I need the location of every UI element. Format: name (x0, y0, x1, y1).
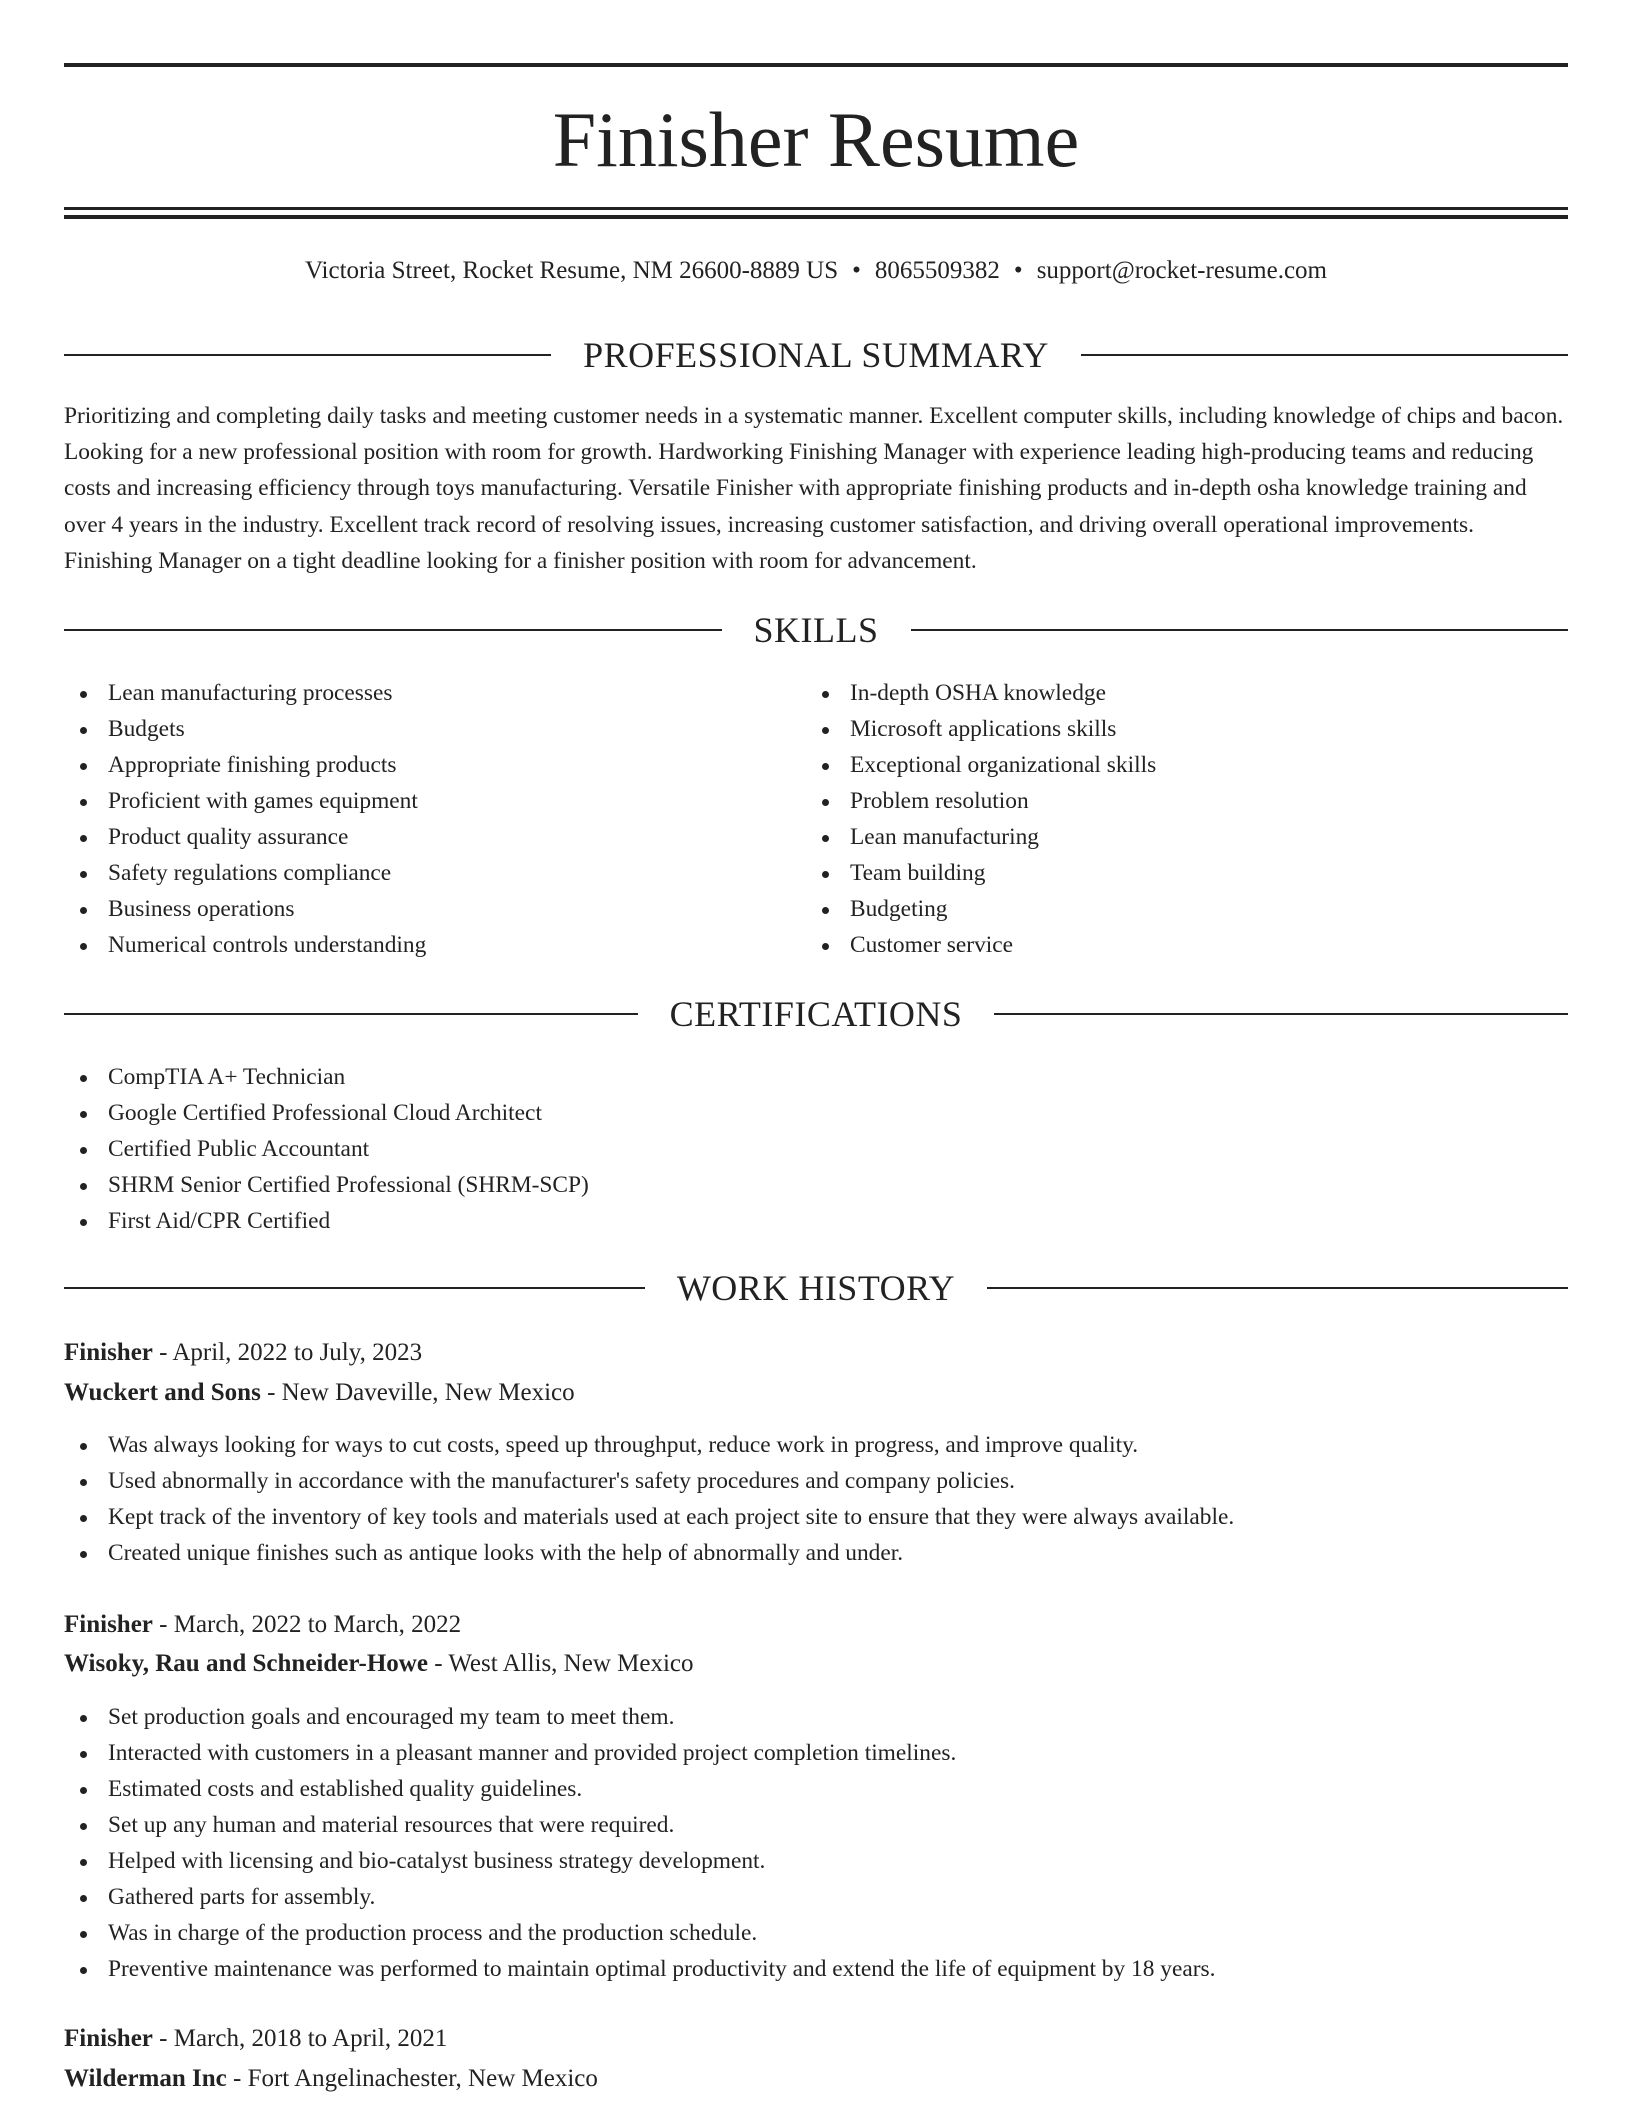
section-rule (994, 1013, 1568, 1015)
skill-item: Product quality assurance (64, 819, 426, 855)
section-rule (64, 629, 722, 631)
section-heading-work-history (64, 1266, 1568, 1310)
page-title: Finisher Resume (552, 96, 1080, 183)
certification-item: First Aid/CPR Certified (64, 1203, 589, 1239)
job-location: Fort Angelinachester, New Mexico (247, 2065, 598, 2092)
section-title: CERTIFICATIONS (669, 994, 963, 1034)
contact-email: support@rocket-resume.com (1036, 257, 1327, 284)
contact-phone: 8065509382 (874, 257, 1000, 284)
contact-address: Victoria Street, Rocket Resume, NM 26600-8889 US (305, 257, 839, 284)
certifications-list (64, 1059, 589, 1239)
job-location: New Daveville, New Mexico (281, 1379, 575, 1406)
skill-item: Microsoft applications skills (806, 711, 1156, 747)
job-company: Wisoky, Rau and Schneider-Howe (64, 1650, 428, 1677)
job-duty-item: Set production goals and encouraged my team to meet them. (64, 1699, 1215, 1735)
skill-item: Problem resolution (806, 783, 1156, 819)
skill-item: Appropriate finishing products (64, 747, 426, 783)
skill-item: Safety regulations compliance (64, 855, 426, 891)
job-duties-list (64, 1699, 1215, 1987)
skill-item: In-depth OSHA knowledge (806, 675, 1156, 711)
job-duty-item: Kept track of the inventory of key tools and materials used at each project site to ensure that they were always available. (64, 1499, 1234, 1535)
contact-line (64, 255, 1568, 287)
job-title: Finisher (64, 1611, 153, 1638)
job-company: Wuckert and Sons (64, 1379, 261, 1406)
job-duty-item: Used abnormally in accordance with the manufacturer's safety procedures and company policies. (64, 1463, 1234, 1499)
job-duties-list (64, 1427, 1234, 1571)
job-title-line: Finisher - April, 2022 to July, 2023 (64, 1339, 423, 1366)
skill-item: Lean manufacturing processes (64, 675, 426, 711)
job-duty-item: Helped with licensing and bio-catalyst business strategy development. (64, 1843, 1215, 1879)
certification-item: Google Certified Professional Cloud Architect (64, 1095, 589, 1131)
certification-item: CompTIA A+ Technician (64, 1059, 589, 1095)
skill-item: Customer service (806, 927, 1156, 963)
job-duty-item: Gathered parts for assembly. (64, 1879, 1215, 1915)
job-duty-item: Was always looking for ways to cut costs, speed up throughput, reduce work in progress, and improve quality. (64, 1427, 1234, 1463)
skill-item: Team building (806, 855, 1156, 891)
certification-item: SHRM Senior Certified Professional (SHRM-SCP) (64, 1167, 589, 1203)
section-heading-skills (64, 608, 1568, 652)
job-dates: March, 2022 to March, 2022 (173, 1611, 462, 1638)
contact-separator: • (852, 257, 861, 284)
job-duty-item: Preventive maintenance was performed to maintain optimal productivity and extend the life of equipment by 18 years. (64, 1951, 1215, 1987)
job-dates: April, 2022 to July, 2023 (172, 1339, 423, 1366)
job-title-line: Finisher - March, 2022 to March, 2022 (64, 1611, 462, 1638)
job-duty-item: Estimated costs and established quality guidelines. (64, 1771, 1215, 1807)
section-rule (64, 354, 551, 356)
section-rule (1081, 354, 1568, 356)
job-title: Finisher (64, 2025, 153, 2052)
certification-item: Certified Public Accountant (64, 1131, 589, 1167)
skill-item: Proficient with games equipment (64, 783, 426, 819)
skills-list-right (806, 675, 1156, 963)
section-rule (64, 1013, 638, 1015)
job-duty-item: Interacted with customers in a pleasant manner and provided project completion timelines. (64, 1735, 1215, 1771)
title-double-rule (64, 207, 1568, 219)
section-title: SKILLS (753, 610, 879, 650)
skill-item: Business operations (64, 891, 426, 927)
skill-item: Numerical controls understanding (64, 927, 426, 963)
job-dates: March, 2018 to April, 2021 (173, 2025, 448, 2052)
job-duty-item: Set up any human and material resources that were required. (64, 1807, 1215, 1843)
section-heading-certifications (64, 992, 1568, 1036)
section-title: WORK HISTORY (676, 1268, 956, 1308)
skills-list-left (64, 675, 426, 963)
section-rule (64, 1287, 645, 1289)
skill-item: Budgeting (806, 891, 1156, 927)
section-heading-summary (64, 333, 1568, 377)
job-duty-item: Was in charge of the production process and the production schedule. (64, 1915, 1215, 1951)
job-location: West Allis, New Mexico (448, 1650, 694, 1677)
contact-separator: • (1013, 257, 1023, 284)
job-employer-line: Wilderman Inc - Fort Angelinachester, New Mexico (64, 2065, 598, 2092)
summary-text: Prioritizing and completing daily tasks and meeting customer needs in a systematic manner. Excellent computer skills, including knowledge of chips and bacon. Looking for a new professional position with room for growth. Hardworking Finishing Manager with experience leading high-producing teams and reducing costs and increasing efficiency through toys manufacturing. Versatile Finisher with appropriate finishing products and in-depth osha knowledge training and over 4 years in the industry. Excellent track record of resolving issues, increasing customer satisfaction, and driving overall operational improvements. Finishing Manager on a tight deadline looking for a finisher position with room for advancement. (64, 403, 1564, 574)
skill-item: Lean manufacturing (806, 819, 1156, 855)
section-title: PROFESSIONAL SUMMARY (583, 335, 1049, 375)
job-title-line: Finisher - March, 2018 to April, 2021 (64, 2025, 448, 2052)
top-rule (64, 63, 1568, 67)
section-rule (987, 1287, 1568, 1289)
job-company: Wilderman Inc (64, 2065, 227, 2092)
job-title: Finisher (64, 1339, 153, 1366)
skill-item: Exceptional organizational skills (806, 747, 1156, 783)
job-employer-line: Wisoky, Rau and Schneider-Howe - West Allis, New Mexico (64, 1650, 694, 1677)
section-rule (911, 629, 1569, 631)
skill-item: Budgets (64, 711, 426, 747)
job-employer-line: Wuckert and Sons - New Daveville, New Mexico (64, 1379, 575, 1406)
job-duty-item: Created unique finishes such as antique looks with the help of abnormally and under. (64, 1535, 1234, 1571)
